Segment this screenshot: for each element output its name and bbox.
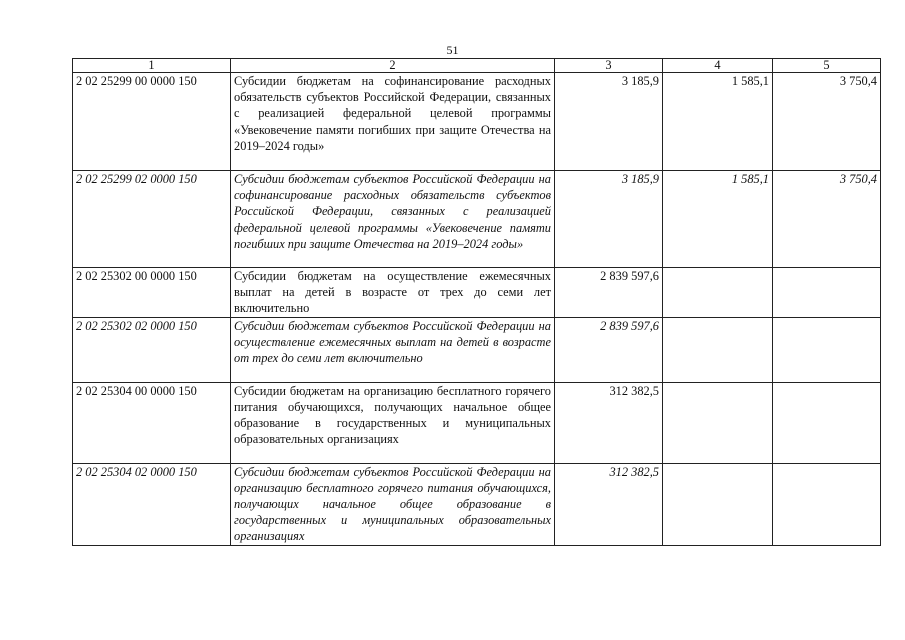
value-cell-col3: 312 382,5 bbox=[555, 463, 663, 545]
value-cell-col3: 3 185,9 bbox=[555, 73, 663, 171]
value-cell-col5: 3 750,4 bbox=[773, 73, 881, 171]
value-cell-col4 bbox=[663, 382, 773, 463]
value-cell-col4: 1 585,1 bbox=[663, 171, 773, 268]
value-cell-col5 bbox=[773, 317, 881, 382]
budget-code-cell: 2 02 25302 02 0000 150 bbox=[73, 317, 231, 382]
table-row bbox=[73, 171, 881, 268]
value-cell-col3: 312 382,5 bbox=[555, 382, 663, 463]
description-cell: Субсидии бюджетам на осуществление ежемесячных выплат на детей в возрасте от трех до семи лет включительно bbox=[231, 268, 555, 318]
column-header-1: 1 bbox=[73, 59, 231, 73]
column-header-4: 4 bbox=[663, 59, 773, 73]
table-row bbox=[73, 463, 881, 545]
column-header-5: 5 bbox=[773, 59, 881, 73]
value-cell-col3: 2 839 597,6 bbox=[555, 268, 663, 318]
value-cell-col3: 2 839 597,6 bbox=[555, 317, 663, 382]
value-cell-col4 bbox=[663, 463, 773, 545]
column-header-2: 2 bbox=[231, 59, 555, 73]
description-cell: Субсидии бюджетам на софинансирование расходных обязательств субъектов Российской Федерации, связанных с реализацией федеральной целевой программы «Увековечение памяти погибших при защите Отечества на 2019–2024 годы» bbox=[231, 73, 555, 171]
value-cell-col5 bbox=[773, 268, 881, 318]
description-cell: Субсидии бюджетам на организацию бесплатного горячего питания обучающихся, получающих начальное общее образование в государственных и муниципальных образовательных организациях bbox=[231, 382, 555, 463]
page-number: 51 bbox=[446, 43, 459, 57]
budget-code-cell: 2 02 25304 00 0000 150 bbox=[73, 382, 231, 463]
value-cell-col4 bbox=[663, 268, 773, 318]
table-row bbox=[73, 268, 881, 318]
budget-code-cell: 2 02 25304 02 0000 150 bbox=[73, 463, 231, 545]
description-cell: Субсидии бюджетам субъектов Российской Федерации на осуществление ежемесячных выплат на детей в возрасте от трех до семи лет включительно bbox=[231, 317, 555, 382]
value-cell-col4 bbox=[663, 317, 773, 382]
table-header-row bbox=[73, 59, 881, 73]
value-cell-col5 bbox=[773, 382, 881, 463]
table-row bbox=[73, 382, 881, 463]
table-row bbox=[73, 317, 881, 382]
budget-code-cell: 2 02 25299 02 0000 150 bbox=[73, 171, 231, 268]
value-cell-col3: 3 185,9 bbox=[555, 171, 663, 268]
description-cell: Субсидии бюджетам субъектов Российской Федерации на организацию бесплатного горячего питания обучающихся, получающих начальное общее образование в государственных и муниципальных образовательных организациях bbox=[231, 463, 555, 545]
budget-code-cell: 2 02 25302 00 0000 150 bbox=[73, 268, 231, 318]
value-cell-col5 bbox=[773, 463, 881, 545]
value-cell-col4: 1 585,1 bbox=[663, 73, 773, 171]
budget-table bbox=[72, 58, 881, 546]
value-cell-col5: 3 750,4 bbox=[773, 171, 881, 268]
budget-code-cell: 2 02 25299 00 0000 150 bbox=[73, 73, 231, 171]
table-row bbox=[73, 73, 881, 171]
description-cell: Субсидии бюджетам субъектов Российской Федерации на софинансирование расходных обязательств субъектов Российской Федерации, связанных с реализацией федеральной целевой программы «Увековечение памяти погибших при защите Отечества на 2019–2024 годы» bbox=[231, 171, 555, 268]
column-header-3: 3 bbox=[555, 59, 663, 73]
